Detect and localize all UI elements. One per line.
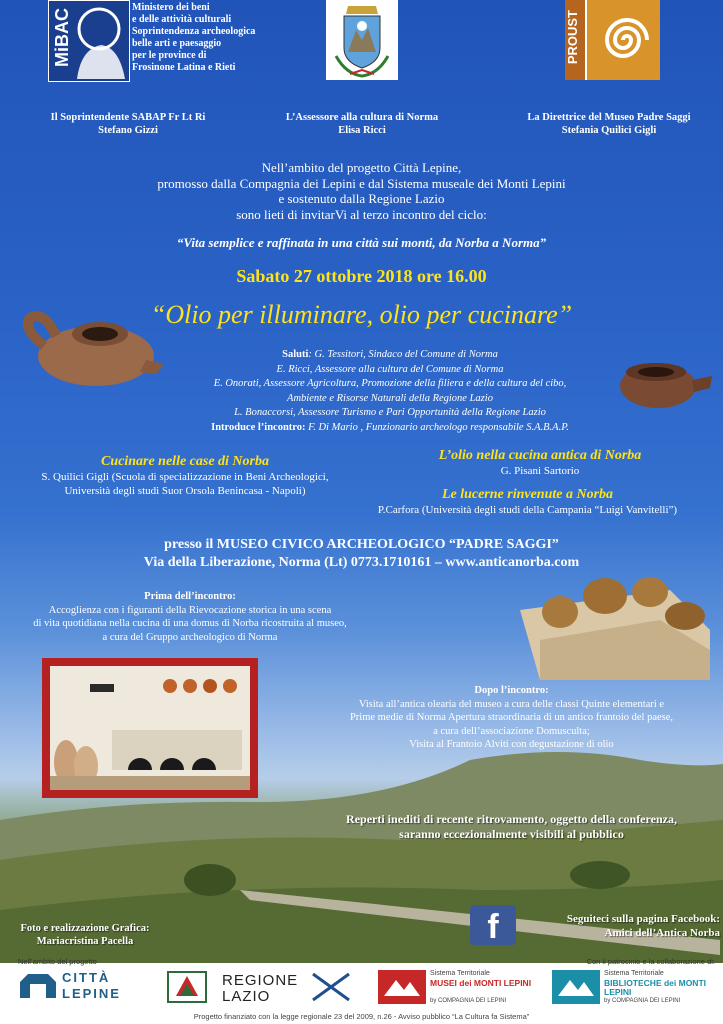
- event-date: Sabato 27 ottobre 2018 ore 16.00: [236, 266, 487, 286]
- mibac-line: belle arti e paesaggio: [132, 38, 222, 49]
- ancient-hearth-image: [510, 570, 715, 680]
- official-name: Stefania Quilici Gigli: [561, 125, 657, 136]
- citta-text: CITTÀ: [62, 970, 111, 985]
- oil-lamp-image-right: [608, 346, 714, 414]
- before-line: a cura del Gruppo archeologico di Norma: [102, 631, 278, 643]
- bib-bot-text: by COMPAGNIA DEI LEPINI: [604, 998, 681, 1004]
- official-name: Stefano Gizzi: [98, 125, 158, 136]
- after-line: a cura dell’associazione Domusculta;: [433, 725, 590, 737]
- finds-note: [300, 812, 723, 842]
- intro-paragraph: [0, 160, 723, 222]
- saluti-line: : G. Tessitori, Sindaco del Comune di Norma: [308, 349, 498, 360]
- intro-line: e sostenuto dalla Regione Lazio: [278, 191, 445, 206]
- event-title: “Olio per illuminare, olio per cucinare”: [150, 300, 573, 329]
- credits-line: Foto e realizzazione Grafica:: [20, 923, 150, 934]
- after-heading: Dopo l’incontro:: [474, 685, 549, 696]
- mibac-letters: MiBAC: [52, 8, 72, 67]
- official-role: L’Assessore alla cultura di Norma: [285, 112, 439, 123]
- finds-line: saranno eccezionalmente visibili al pubblico: [399, 827, 624, 841]
- before-block: [0, 590, 380, 644]
- footer-left-caption: Nell’ambito del progetto: [18, 957, 97, 966]
- musei-mid-text: MUSEI dei MONTI LEPINI: [430, 978, 532, 988]
- saluti-line: E. Onorati, Assessore Agricoltura, Promozione della filiera e della cultura del cibo,: [213, 378, 567, 389]
- official-assessore: [262, 111, 462, 137]
- facebook-line: Seguiteci sulla pagina Facebook:: [566, 913, 720, 925]
- mibac-line: e delle attività culturali: [132, 14, 232, 25]
- introduce-label: Introduce l’incontro:: [211, 421, 306, 433]
- footer-right-caption: Con il patrocinio e la collaborazione di:: [586, 957, 715, 966]
- talk-olio: [360, 448, 720, 478]
- bib-top-text: Sistema Territoriale: [604, 970, 664, 977]
- finds-line: Reperti inediti di recente ritrovamento, oggetto della conferenza,: [346, 812, 677, 826]
- official-soprintendente: [28, 111, 228, 137]
- oil-lamp-image-left: [16, 298, 166, 394]
- saluti-line: Ambiente e Risorse Naturali della Regione Lazio: [287, 392, 493, 404]
- biblioteche-lepini-logo: [552, 970, 718, 1006]
- talk-cucinare: [10, 454, 360, 498]
- mibac-line: Soprintendenza archeologica: [132, 26, 256, 37]
- intro-line: Nell’ambito del progetto Città Lepine,: [261, 160, 462, 175]
- before-line: di vita quotidiana nella cucina di una domus di Norba ricostruita al museo,: [33, 618, 347, 629]
- talk-lucerne: [335, 487, 720, 517]
- talk-speaker: S. Quilici Gigli (Scuola di specializzazione in Beni Archeologici,: [41, 471, 329, 483]
- lazio-text: LAZIO: [222, 988, 271, 1005]
- proust-label: PROUST: [565, 10, 580, 65]
- photo-credits: [0, 922, 170, 948]
- lepine-text: LEPINE: [62, 986, 121, 1001]
- mibac-line: per le province di: [132, 50, 207, 61]
- before-line: Accoglienza con i figuranti della Rievocazione storica in una scena: [48, 604, 332, 616]
- norma-crest-logo: [326, 0, 398, 80]
- talk-speaker: G. Pisani Sartorio: [500, 465, 580, 477]
- citta-lepine-logo: [18, 968, 143, 1008]
- funding-note: Progetto finanziato con la legge regionale 23 del 2009, n.26 - Avviso pubblico “La Cultura fa Sistema”: [193, 1012, 530, 1021]
- after-line: Visita al Frantoio Alviti con degustazione di olio: [409, 739, 614, 750]
- facebook-icon[interactable]: f: [470, 905, 516, 945]
- intro-line: sono lieti di invitarVi al terzo incontro del ciclo:: [236, 206, 487, 222]
- talk-title: Le lucerne rinvenute a Norba: [441, 487, 614, 502]
- regione-text: REGIONE: [222, 972, 299, 989]
- talk-title: L’olio nella cucina antica di Norba: [438, 448, 642, 463]
- proust-logo: [565, 0, 660, 80]
- after-line: Visita all’antica olearia del museo a cura delle classi Quinte elementari e: [358, 698, 665, 710]
- venue-block: [0, 536, 723, 572]
- venue-name: presso il MUSEO CIVICO ARCHEOLOGICO “PADRE SAGGI”: [164, 537, 559, 552]
- mibac-ministry-text: [132, 2, 282, 74]
- saluti-line: E. Ricci, Assessore alla cultura del Comune di Norma: [276, 363, 504, 375]
- official-role: Il Soprintendente SABAP Fr Lt Ri: [50, 112, 206, 123]
- regione-lazio-logo: [166, 970, 356, 1006]
- talk-speaker: P.Carfora (Università degli studi della Campania “Luigi Vanvitelli”): [377, 504, 678, 516]
- talk-title: Cucinare nelle case di Norba: [101, 454, 269, 469]
- official-role: La Direttrice del Museo Padre Saggi: [527, 112, 691, 123]
- venue-address: Via della Liberazione, Norma (Lt) 0773.1710161 – www.anticanorba.com: [143, 555, 580, 570]
- credits-line: Mariacristina Pacella: [36, 936, 134, 947]
- cycle-title: “Vita semplice e raffinata in una città sui monti, da Norba a Norma”: [176, 235, 547, 250]
- musei-bot-text: by COMPAGNIA DEI LEPINI: [430, 998, 507, 1004]
- official-name: Elisa Ricci: [338, 125, 386, 136]
- mibac-line: Frosinone Latina e Rieti: [132, 62, 236, 73]
- facebook-text: [520, 912, 720, 940]
- musei-lepini-logo: [378, 970, 538, 1006]
- talk-speaker: Università degli studi Suor Orsola Benincasa - Napoli): [64, 485, 306, 497]
- intro-line: promosso dalla Compagnia dei Lepini e dal Sistema museale dei Monti Lepini: [157, 175, 566, 191]
- facebook-line: Amici dell’Antica Norba: [604, 927, 720, 939]
- mibac-line: Ministero dei beni: [132, 2, 210, 13]
- official-direttrice: [500, 111, 718, 137]
- bib-mid-text: BIBLIOTECHE dei MONTI LEPINI: [604, 978, 706, 997]
- musei-top-text: Sistema Territoriale: [430, 970, 490, 977]
- introduce-text: F. Di Mario , Funzionario archeologo responsabile S.A.B.A.P.: [305, 421, 569, 433]
- greetings-block: [160, 348, 620, 435]
- saluti-label: Saluti: [282, 349, 309, 360]
- saluti-line: L. Bonaccorsi, Assessore Turismo e Pari Opportunità della Regione Lazio: [234, 407, 546, 418]
- before-heading: Prima dell’incontro:: [144, 591, 236, 602]
- after-line: Prime medie di Norma Apertura straordinaria di un antico frantoio del paese,: [349, 712, 674, 723]
